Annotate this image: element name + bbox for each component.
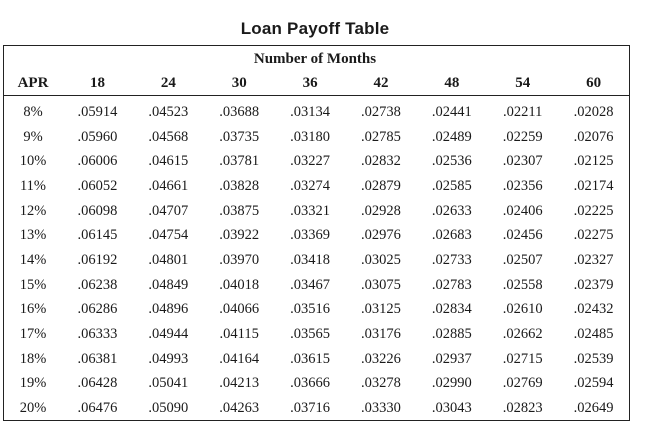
payoff-factor-cell: .03418 xyxy=(290,251,330,268)
payoff-factor-cell: .03176 xyxy=(361,326,401,343)
table-row xyxy=(4,347,629,372)
payoff-factor-cell: .04263 xyxy=(219,400,260,417)
payoff-factor-cell: .06192 xyxy=(77,251,118,268)
payoff-factor-cell: .02539 xyxy=(573,350,614,367)
payoff-factor-cell: .02733 xyxy=(431,251,472,268)
month-column-header: 30 xyxy=(231,74,247,91)
payoff-factor-cell: .06476 xyxy=(77,400,118,417)
payoff-factor-cell: .03330 xyxy=(361,400,401,417)
table-row xyxy=(4,273,629,298)
payoff-factor-cell: .03781 xyxy=(219,153,260,170)
payoff-factor-cell: .03666 xyxy=(290,375,330,392)
month-column-header: 24 xyxy=(160,74,176,91)
month-column-header: 48 xyxy=(444,74,460,91)
payoff-factor-cell: .04066 xyxy=(219,301,260,318)
payoff-factor-cell: .06006 xyxy=(77,153,118,170)
table-row xyxy=(4,149,629,174)
payoff-factor-cell: .03180 xyxy=(290,128,330,145)
apr-cell: 9% xyxy=(23,128,43,145)
month-column-header: 54 xyxy=(515,74,531,91)
payoff-factor-cell: .02174 xyxy=(573,177,614,194)
payoff-factor-cell: .04849 xyxy=(148,276,189,293)
table-row xyxy=(4,96,629,125)
loan-payoff-table xyxy=(4,71,629,421)
payoff-factor-cell: .02507 xyxy=(502,251,543,268)
payoff-factor-cell: .02990 xyxy=(431,375,472,392)
payoff-factor-cell: .02769 xyxy=(502,375,543,392)
month-column-header: 36 xyxy=(302,74,318,91)
apr-column-header: APR xyxy=(17,74,49,91)
payoff-factor-cell: .02683 xyxy=(431,227,472,244)
payoff-factor-cell: .02489 xyxy=(431,128,472,145)
payoff-factor-cell: .06238 xyxy=(77,276,118,293)
payoff-factor-cell: .02536 xyxy=(431,153,472,170)
payoff-factor-cell: .04661 xyxy=(148,177,189,194)
apr-cell: 18% xyxy=(19,350,47,367)
table-row xyxy=(4,174,629,199)
payoff-factor-cell: .02307 xyxy=(502,153,543,170)
payoff-factor-cell: .02225 xyxy=(573,202,614,219)
payoff-factor-cell: .04754 xyxy=(148,227,189,244)
payoff-factor-cell: .02662 xyxy=(502,326,543,343)
payoff-factor-cell: .04615 xyxy=(148,153,189,170)
payoff-factor-cell: .02976 xyxy=(361,227,401,244)
payoff-factor-cell: .02783 xyxy=(431,276,472,293)
apr-cell: 14% xyxy=(19,251,47,268)
payoff-factor-cell: .02076 xyxy=(573,128,614,145)
payoff-factor-cell: .02937 xyxy=(431,350,472,367)
payoff-factor-cell: .02834 xyxy=(431,301,472,318)
payoff-factor-cell: .02028 xyxy=(573,103,614,120)
payoff-factor-cell: .02715 xyxy=(502,350,543,367)
header-row xyxy=(4,71,629,96)
payoff-factor-cell: .06333 xyxy=(77,326,118,343)
payoff-factor-cell: .06381 xyxy=(77,350,118,367)
payoff-factor-cell: .03467 xyxy=(290,276,330,293)
apr-cell: 19% xyxy=(19,375,47,392)
payoff-factor-cell: .03134 xyxy=(290,103,330,120)
payoff-factor-cell: .03565 xyxy=(290,326,330,343)
payoff-factor-cell: .06145 xyxy=(77,227,118,244)
payoff-factor-cell: .02879 xyxy=(361,177,401,194)
payoff-factor-cell: .04164 xyxy=(219,350,260,367)
page-title: Loan Payoff Table xyxy=(240,19,390,38)
payoff-factor-cell: .04707 xyxy=(148,202,189,219)
payoff-factor-cell: .03716 xyxy=(290,400,330,417)
apr-cell: 20% xyxy=(19,400,47,417)
payoff-factor-cell: .06052 xyxy=(77,177,118,194)
payoff-factor-cell: .06098 xyxy=(77,202,118,219)
payoff-factor-cell: .02485 xyxy=(573,326,614,343)
payoff-factor-cell: .02823 xyxy=(502,400,543,417)
payoff-factor-cell: .02275 xyxy=(573,227,614,244)
apr-cell: 15% xyxy=(19,276,47,293)
table-row xyxy=(4,372,629,397)
table-row xyxy=(4,199,629,224)
payoff-factor-cell: .04213 xyxy=(219,375,260,392)
payoff-factor-cell: .03125 xyxy=(361,301,401,318)
payoff-factor-cell: .02379 xyxy=(573,276,614,293)
payoff-factor-cell: .02649 xyxy=(573,400,614,417)
payoff-factor-cell: .04523 xyxy=(148,103,189,120)
months-group-header: Number of Months xyxy=(253,51,377,67)
payoff-factor-cell: .02832 xyxy=(361,153,401,170)
apr-cell: 13% xyxy=(19,227,47,244)
payoff-factor-cell: .04115 xyxy=(219,326,259,343)
payoff-factor-cell: .04944 xyxy=(148,326,189,343)
payoff-factor-cell: .03274 xyxy=(290,177,330,194)
payoff-factor-cell: .02356 xyxy=(502,177,543,194)
table-row xyxy=(4,125,629,150)
payoff-factor-cell: .03735 xyxy=(219,128,260,145)
payoff-factor-cell: .03227 xyxy=(290,153,330,170)
month-column-header: 60 xyxy=(586,74,602,91)
apr-cell: 16% xyxy=(19,301,47,318)
payoff-factor-cell: .05090 xyxy=(148,400,189,417)
payoff-factor-cell: .05914 xyxy=(77,103,118,120)
apr-cell: 8% xyxy=(23,103,43,120)
payoff-factor-cell: .02594 xyxy=(573,375,614,392)
payoff-factor-cell: .05041 xyxy=(148,375,189,392)
payoff-factor-cell: .02406 xyxy=(502,202,543,219)
payoff-factor-cell: .03615 xyxy=(290,350,330,367)
payoff-factor-cell: .04896 xyxy=(148,301,189,318)
payoff-factor-cell: .04568 xyxy=(148,128,189,145)
payoff-factor-cell: .02558 xyxy=(502,276,543,293)
payoff-factor-cell: .02327 xyxy=(573,251,614,268)
payoff-factor-cell: .06428 xyxy=(77,375,118,392)
table-row xyxy=(4,298,629,323)
payoff-factor-cell: .02928 xyxy=(361,202,401,219)
apr-cell: 11% xyxy=(19,177,47,194)
payoff-factor-cell: .03226 xyxy=(361,350,401,367)
payoff-factor-cell: .02125 xyxy=(573,153,614,170)
payoff-factor-cell: .02633 xyxy=(431,202,472,219)
payoff-factor-cell: .06286 xyxy=(77,301,118,318)
month-column-header: 42 xyxy=(373,74,389,91)
payoff-factor-cell: .04993 xyxy=(148,350,189,367)
payoff-factor-cell: .03278 xyxy=(361,375,401,392)
table-body xyxy=(4,96,629,421)
payoff-factor-cell: .04018 xyxy=(219,276,260,293)
payoff-factor-cell: .03922 xyxy=(219,227,260,244)
payoff-factor-cell: .03369 xyxy=(290,227,330,244)
payoff-factor-cell: .03688 xyxy=(219,103,260,120)
payoff-factor-cell: .04801 xyxy=(148,251,189,268)
payoff-factor-cell: .02738 xyxy=(361,103,401,120)
apr-cell: 17% xyxy=(19,326,47,343)
table-row xyxy=(4,322,629,347)
payoff-factor-cell: .03828 xyxy=(219,177,260,194)
payoff-factor-cell: .03075 xyxy=(361,276,401,293)
payoff-factor-cell: .02441 xyxy=(431,103,472,120)
payoff-factor-cell: .02885 xyxy=(431,326,472,343)
payoff-factor-cell: .02211 xyxy=(503,103,543,120)
payoff-factor-cell: .03875 xyxy=(219,202,260,219)
payoff-factor-cell: .03321 xyxy=(290,202,330,219)
payoff-factor-cell: .05960 xyxy=(77,128,118,145)
table-row xyxy=(4,223,629,248)
payoff-factor-cell: .02432 xyxy=(573,301,614,318)
payoff-factor-cell: .02585 xyxy=(431,177,472,194)
apr-cell: 10% xyxy=(19,153,47,170)
table-row xyxy=(4,248,629,273)
month-column-header: 18 xyxy=(89,74,105,91)
apr-cell: 12% xyxy=(19,202,47,219)
payoff-factor-cell: .03043 xyxy=(431,400,472,417)
payoff-factor-cell: .02456 xyxy=(502,227,543,244)
payoff-factor-cell: .02259 xyxy=(502,128,543,145)
payoff-factor-cell: .03970 xyxy=(219,251,260,268)
payoff-factor-cell: .02785 xyxy=(361,128,401,145)
payoff-factor-cell: .03025 xyxy=(361,251,401,268)
payoff-factor-cell: .03516 xyxy=(290,301,330,318)
payoff-factor-cell: .02610 xyxy=(502,301,543,318)
table-row xyxy=(4,396,629,421)
